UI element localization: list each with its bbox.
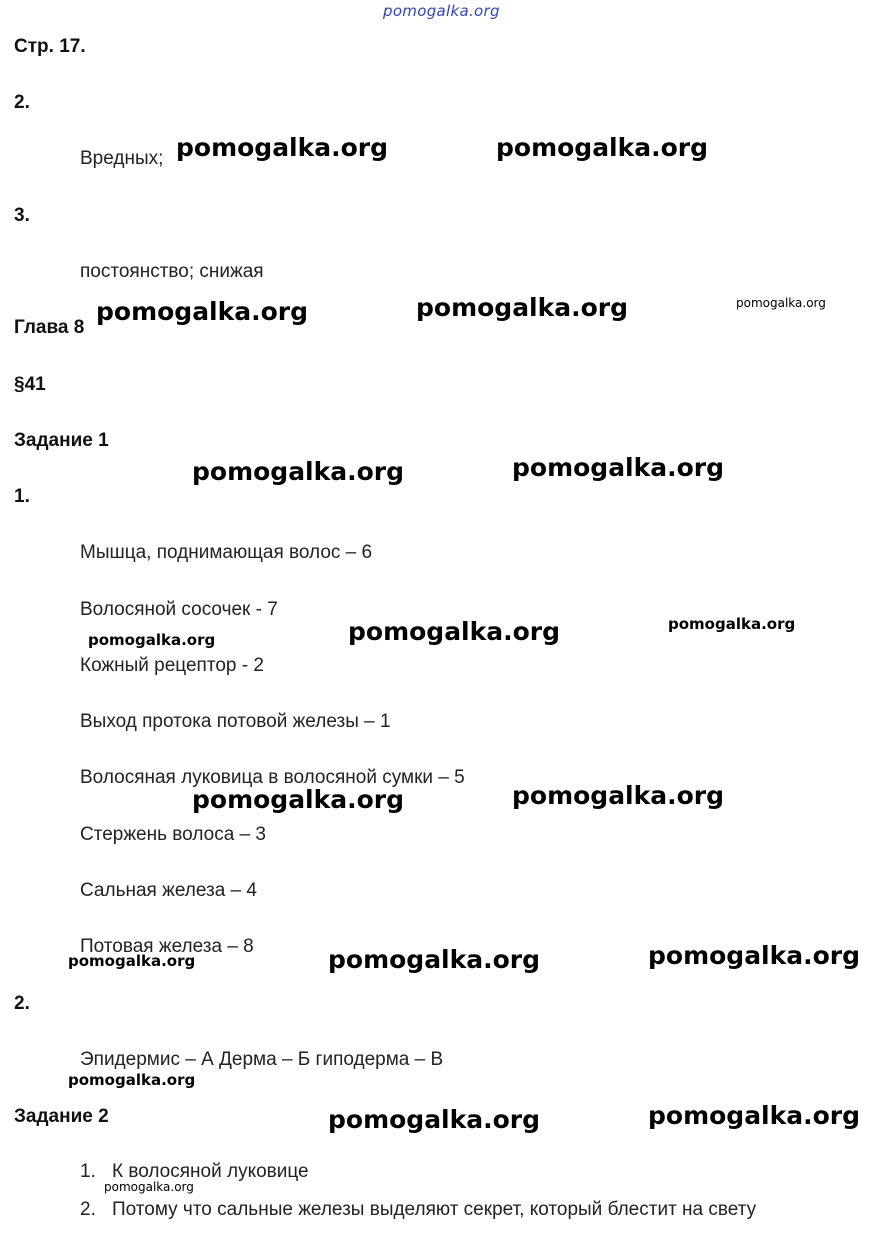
watermark: pomogalka.org [104, 1180, 194, 1194]
watermark: pomogalka.org [512, 453, 725, 482]
watermark-top: pomogalka.org [383, 2, 500, 20]
watermark: pomogalka.org [348, 617, 561, 646]
task-1-item-2-answer: Эпидермис – А Дерма – Б гиподерма – В [80, 1049, 444, 1070]
answer-line: Волосяная луковица в волосяной сумки – 5 [80, 767, 465, 788]
watermark: pomogalka.org [68, 1071, 196, 1089]
watermark: pomogalka.org [192, 785, 405, 814]
question-3-number: 3. [14, 205, 30, 226]
list-item-text: Потому что сальные железы выделяют секрет, который блестит на свету [112, 1199, 757, 1220]
answer-line: Волосяной сосочек - 7 [80, 599, 278, 620]
watermark: pomogalka.org [96, 297, 309, 326]
task-1-title: Задание 1 [14, 430, 109, 451]
page-header: Стр. 17. [14, 36, 86, 57]
question-2-number: 2. [14, 92, 30, 113]
answer-line: Выход протока потовой железы – 1 [80, 711, 391, 732]
paragraph-heading: §41 [14, 374, 46, 395]
answer-line: Сальная железа – 4 [80, 880, 257, 901]
watermark: pomogalka.org [736, 296, 826, 310]
answer-line: Потовая железа – 8 [80, 936, 254, 957]
task-1-item-2-number: 2. [14, 993, 30, 1014]
list-item-text: К волосяной луковице [112, 1161, 309, 1182]
answer-line: Мышца, поднимающая волос – 6 [80, 542, 373, 563]
watermark: pomogalka.org [88, 631, 216, 649]
chapter-heading: Глава 8 [14, 317, 85, 338]
watermark: pomogalka.org [68, 952, 196, 970]
answer-line: Кожный рецептор - 2 [80, 655, 264, 676]
question-2-answer: Вредных; [80, 148, 164, 169]
watermark: pomogalka.org [328, 1105, 541, 1134]
watermark: pomogalka.org [648, 941, 861, 970]
watermark: pomogalka.org [496, 133, 709, 162]
watermark: pomogalka.org [416, 293, 629, 322]
watermark: pomogalka.org [328, 945, 541, 974]
task-2-title: Задание 2 [14, 1106, 109, 1127]
list-item-number: 1. [80, 1161, 96, 1182]
watermark: pomogalka.org [176, 133, 389, 162]
task-1-item-1-number: 1. [14, 486, 30, 507]
question-3-answer: постоянство; снижая [80, 261, 264, 282]
answer-line: Стержень волоса – 3 [80, 824, 266, 845]
watermark: pomogalka.org [668, 615, 796, 633]
watermark: pomogalka.org [192, 457, 405, 486]
watermark: pomogalka.org [648, 1101, 861, 1130]
watermark: pomogalka.org [512, 781, 725, 810]
list-item-number: 2. [80, 1199, 96, 1220]
numbered-list-item [80, 1199, 756, 1221]
